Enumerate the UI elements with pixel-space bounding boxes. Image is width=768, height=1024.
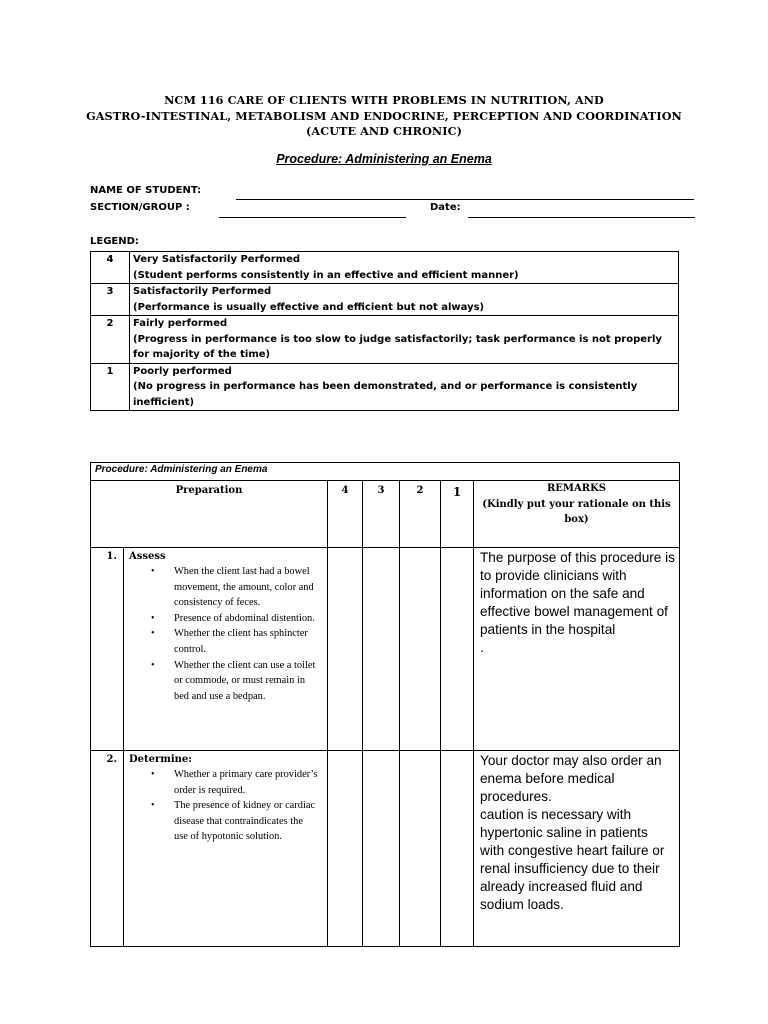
step-title: Determine:	[129, 754, 192, 765]
list-item: • Whether a primary care provider’s order is required.	[174, 767, 319, 798]
document-header	[60, 93, 708, 140]
legend-row	[91, 252, 679, 284]
list-item: • When the client last had a bowel movement, the amount, color and consistency of feces.	[174, 564, 319, 611]
legend-score: 1	[91, 363, 130, 411]
legend-text	[130, 252, 679, 284]
step-bullets	[124, 767, 327, 845]
remarks-subtitle: (Kindly put your rationale on this box)	[482, 498, 671, 525]
step-number: 1.	[91, 548, 124, 751]
score-cell-4[interactable]	[328, 751, 363, 947]
legend-score: 3	[91, 284, 130, 316]
list-item: • Whether the client can use a toilet or commode, or must remain in bed and use a bedpan.	[174, 658, 319, 705]
remarks-header	[474, 481, 680, 548]
legend-score: 2	[91, 316, 130, 364]
procedure-heading: Procedure: Administering an Enema	[276, 152, 492, 166]
remark-text: The purpose of this procedure is to provide clinicians with information on the safe and effective bowel management of patients in the hospital .	[480, 550, 675, 655]
legend-table	[90, 251, 679, 411]
score-cell-4[interactable]	[328, 548, 363, 751]
legend-title: Very Satisfactorily Performed	[133, 254, 301, 265]
student-name-label: NAME OF STUDENT:	[90, 185, 202, 196]
list-item: • Whether the client has sphincter control.	[174, 626, 319, 657]
evaluation-table	[90, 462, 680, 947]
legend-row	[91, 316, 679, 364]
legend-text	[130, 363, 679, 411]
score-header-4: 4	[328, 481, 363, 548]
remark-text: Your doctor may also order an enema before medical procedures. caution is necessary with hypertonic saline in patients with congestive heart failure or renal insufficiency due to their already increased fluid and sodium loads.	[480, 753, 665, 912]
procedure-row	[91, 463, 680, 481]
date-field[interactable]	[468, 217, 695, 218]
header-line-2: GASTRO-INTESTINAL, METABOLISM AND ENDOCRINE, PERCEPTION AND COORDINATION	[86, 108, 682, 123]
legend-score: 4	[91, 252, 130, 284]
score-header-1: 1	[441, 481, 474, 548]
step-number: 2.	[91, 751, 124, 947]
preparation-header: Preparation	[91, 481, 328, 548]
score-cell-2[interactable]	[400, 751, 441, 947]
student-name-field[interactable]	[236, 199, 694, 200]
step-content	[124, 751, 328, 947]
list-item: • Presence of abdominal distention.	[174, 611, 319, 627]
header-line-3: (ACUTE AND CHRONIC)	[306, 124, 462, 138]
remarks-title: REMARKS	[547, 483, 606, 494]
score-cell-3[interactable]	[363, 548, 400, 751]
step-bullets	[124, 564, 327, 704]
legend-desc: (Performance is usually effective and efficient but not always)	[133, 301, 485, 313]
section-group-field[interactable]	[219, 217, 406, 218]
procedure-label: Procedure: Administering an Enema	[91, 463, 680, 481]
score-header-2: 2	[400, 481, 441, 548]
table-row	[91, 548, 680, 751]
legend-text	[130, 316, 679, 364]
legend-title: Poorly performed	[133, 365, 232, 377]
legend-desc: (No progress in performance has been demonstrated, and or performance is consistently inefficient)	[133, 381, 638, 408]
section-group-label: SECTION/GROUP :	[90, 202, 190, 213]
score-cell-1[interactable]	[441, 751, 474, 947]
header-row	[91, 481, 680, 548]
legend-row	[91, 363, 679, 411]
legend-desc: (Student performs consistently in an effective and efficient manner)	[133, 269, 519, 281]
step-content	[124, 548, 328, 751]
score-cell-2[interactable]	[400, 548, 441, 751]
legend-label: LEGEND:	[90, 236, 139, 247]
list-item: • The presence of kidney or cardiac disease that contraindicates the use of hypotonic solution.	[174, 798, 319, 845]
remark-cell[interactable]	[474, 751, 680, 947]
score-header-3: 3	[363, 481, 400, 548]
header-line-1: NCM 116 CARE OF CLIENTS WITH PROBLEMS IN NUTRITION, AND	[164, 93, 604, 107]
table-row	[91, 751, 680, 947]
step-title: Assess	[129, 551, 166, 562]
score-cell-3[interactable]	[363, 751, 400, 947]
legend-row	[91, 284, 679, 316]
legend-text	[130, 284, 679, 316]
score-cell-1[interactable]	[441, 548, 474, 751]
remark-cell[interactable]	[474, 548, 680, 751]
legend-title: Fairly performed	[133, 318, 228, 329]
legend-title: Satisfactorily Performed	[133, 286, 272, 297]
legend-desc: (Progress in performance is too slow to judge satisfactorily; task performance is not properly for majority of the time)	[133, 333, 662, 360]
date-label: Date:	[430, 202, 461, 213]
